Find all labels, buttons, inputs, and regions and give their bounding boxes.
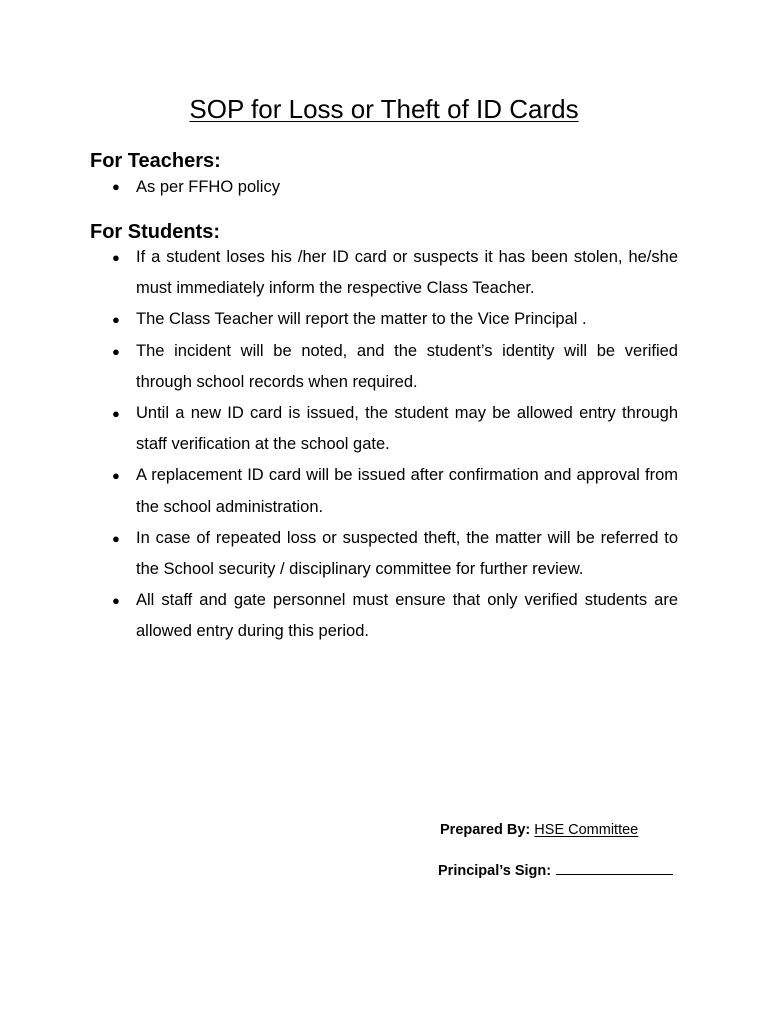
list-item-text: The Class Teacher will report the matter to the Vice Principal . xyxy=(136,310,587,329)
list-item xyxy=(108,175,678,199)
bullet-icon: ● xyxy=(112,250,120,265)
list-item xyxy=(108,523,678,585)
signature-blank-line xyxy=(556,860,673,875)
prepared-by-label: Prepared By: xyxy=(440,822,531,838)
list-item-text: As per FFHO policy xyxy=(136,178,280,196)
bullet-icon: ● xyxy=(112,343,120,359)
students-section-heading: For Students: xyxy=(90,221,220,243)
list-item-text: Until a new ID card is issued, the student may be allowed entry through staff verification at the school gate. xyxy=(136,404,678,454)
principal-sign-line xyxy=(438,860,673,881)
bullet-icon: ● xyxy=(112,406,120,422)
list-item xyxy=(108,398,678,460)
students-bullet-list xyxy=(108,242,678,648)
list-item xyxy=(108,304,678,335)
prepared-by-line xyxy=(440,820,638,840)
list-item xyxy=(108,585,678,647)
list-item-text: The incident will be noted, and the student’s identity will be verified through school records when required. xyxy=(136,341,678,391)
document-title: SOP for Loss or Theft of ID Cards xyxy=(189,94,579,124)
list-item-text: If a student loses his /her ID card or suspects it has been stolen, he/she must immediately inform the respective Class Teacher. xyxy=(136,248,678,298)
teachers-bullet-list xyxy=(108,175,678,199)
bullet-icon: ● xyxy=(112,468,120,484)
list-item-text: A replacement ID card will be issued after confirmation and approval from the school administration. xyxy=(136,466,678,516)
list-item-text: In case of repeated loss or suspected theft, the matter will be referred to the School security / disciplinary committee for further review. xyxy=(136,528,678,579)
bullet-icon: ● xyxy=(112,179,120,194)
bullet-icon: ● xyxy=(112,312,120,328)
teachers-section-heading: For Teachers: xyxy=(90,150,221,172)
list-item xyxy=(108,242,678,304)
prepared-by-value: HSE Committee xyxy=(534,822,639,838)
principal-sign-label: Principal’s Sign: xyxy=(438,863,552,879)
bullet-icon: ● xyxy=(112,530,120,546)
bullet-icon: ● xyxy=(112,593,120,609)
list-item-text: All staff and gate personnel must ensure that only verified students are allowed entry during this period. xyxy=(136,591,678,641)
list-item xyxy=(108,336,678,398)
list-item xyxy=(108,460,678,522)
